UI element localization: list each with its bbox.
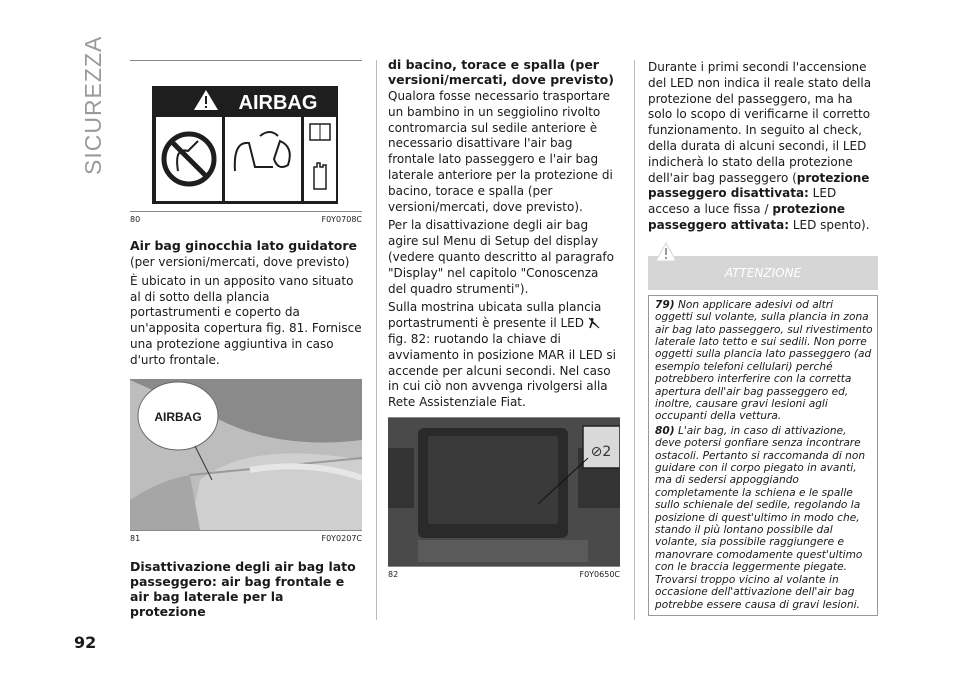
figure-82-caption xyxy=(388,570,620,579)
warning-item-text: Non applicare adesivi od altri oggetti sul volante, sulla plancia in zona air bag lato passeggero, sul rivestimento laterale lato tetto e sui sedili. Non porre oggetti sulla plancia lato passeggero (ad esempio telefoni cellulari) perché potrebbero interferire con la corretta apertura dell'air bag passeggero ed, inoltre, causare gravi lesioni agli occupanti della vettura. xyxy=(655,298,873,423)
section-heading: Air bag ginocchia lato guidatore xyxy=(130,238,358,253)
airbag-warning-label-illustration xyxy=(130,61,362,211)
figure-81-caption xyxy=(130,534,362,543)
figure-81 xyxy=(130,379,362,531)
paragraph-text: Sulla mostrina ubicata sulla plancia portastrumenti è presente il LED xyxy=(388,300,602,331)
paragraph-text: LED spento). xyxy=(789,217,870,232)
bold-text: protezione passeggero disattivata: xyxy=(648,170,870,201)
airbag-callout-text: AIRBAG xyxy=(154,409,202,424)
paragraph-text: Durante i primi secondi l'accensione del LED non indica il reale stato della protezione del passeggero, ma ha solo lo scopo di verificarne il corretto funzionamento. In seguito al check, della durata di alcuni secondi, il LED indicherà lo stato della protezione dell'air bag passeggero ( xyxy=(648,60,872,185)
warning-header xyxy=(648,256,878,290)
paragraph: È ubicato in un apposito vano situato al di sotto della plancia portastrumenti e coperto da un'apposita copertura fig. 81. Fornisce una protezione aggiuntiva in caso d'urto frontale. xyxy=(130,273,362,367)
paragraph xyxy=(388,300,620,411)
page-number: 92 xyxy=(74,633,97,652)
figure-82 xyxy=(388,417,620,567)
column-3 xyxy=(648,60,878,616)
figure-code: F0Y0650C xyxy=(579,569,620,579)
section-label: SICUREZZA xyxy=(80,35,106,175)
knee-airbag-photo xyxy=(130,380,362,530)
warning-item-number: 79) xyxy=(655,298,675,311)
figure-number: 82 xyxy=(388,569,399,579)
section-heading-continued: di bacino, torace e spalla (per versioni/mercati, dove previsto) xyxy=(388,57,614,87)
warning-item xyxy=(655,425,873,611)
column-1 xyxy=(130,60,362,621)
warning-title: ATTENZIONE xyxy=(724,265,802,280)
figure-number: 81 xyxy=(130,533,141,543)
column-divider xyxy=(634,60,635,620)
section-heading: Disattivazione degli air bag lato passeggero: air bag frontale e air bag laterale per la protezione xyxy=(130,558,356,619)
figure-code: F0Y0207C xyxy=(321,533,362,543)
dashboard-led-photo xyxy=(388,418,620,566)
figure-80-caption xyxy=(130,215,362,224)
column-divider xyxy=(376,60,377,620)
paragraph: Qualora fosse necessario trasportare un bambino in un seggiolino rivolto contromarcia sul sedile anteriore è necessario disattivare l'air bag frontale lato passeggero e l'air bag laterale anteriore per la protezione di bacino, torace e spalla (per versioni/mercati, dove previsto). xyxy=(388,89,613,214)
figure-code: F0Y0708C xyxy=(321,215,362,224)
airbag-off-led-icon xyxy=(588,317,600,329)
warning-item-text: L'air bag, in caso di attivazione, deve potersi gonfiare senza incontrare ostacoli. Pertanto si raccomanda di non guidare con il corpo piegato in avanti, ma di sedersi appoggiando completamente la schiena e le spalle sullo schienale del sedile, regolando la posizione di quest'ultimo in modo che, stando il più lontano possibile dal volante, sia possibile raggiungere e manovrare comodamente quest'ultimo con le braccia leggermente piegate. Trovarsi troppo vicino al volante in occasione dell'attivazione dell'air bag potrebbe essere causa di gravi lesioni. xyxy=(655,424,866,611)
bold-text: protezione passeggero attivata: xyxy=(648,202,845,232)
paragraph-text: LED acceso a luce fissa / xyxy=(648,186,837,217)
warning-triangle-icon xyxy=(655,242,677,262)
paragraph: (per versioni/mercati, dove previsto) xyxy=(130,255,350,269)
warning-item xyxy=(655,299,873,423)
svg-text:⊘2: ⊘2 xyxy=(590,443,612,460)
paragraph-text: fig. 82: ruotando la chiave di avviamento in posizione MAR il LED si accende per alcuni secondi. Nel caso in cui ciò non avvenga rivolgersi alla Rete Assistenziale Fiat. xyxy=(388,331,616,410)
airbag-label-text: AIRBAG xyxy=(238,92,318,114)
figure-number: 80 xyxy=(130,215,141,224)
column-2 xyxy=(388,57,620,579)
paragraph: Per la disattivazione degli air bag agire sul Menu di Setup del display (vedere quanto descritto al paragrafo "Display" nel capitolo "Conoscenza del quadro strumenti"). xyxy=(388,218,614,296)
figure-80 xyxy=(130,60,362,212)
warning-box xyxy=(648,295,878,616)
warning-item-number: 80) xyxy=(655,424,675,437)
paragraph xyxy=(648,60,878,234)
